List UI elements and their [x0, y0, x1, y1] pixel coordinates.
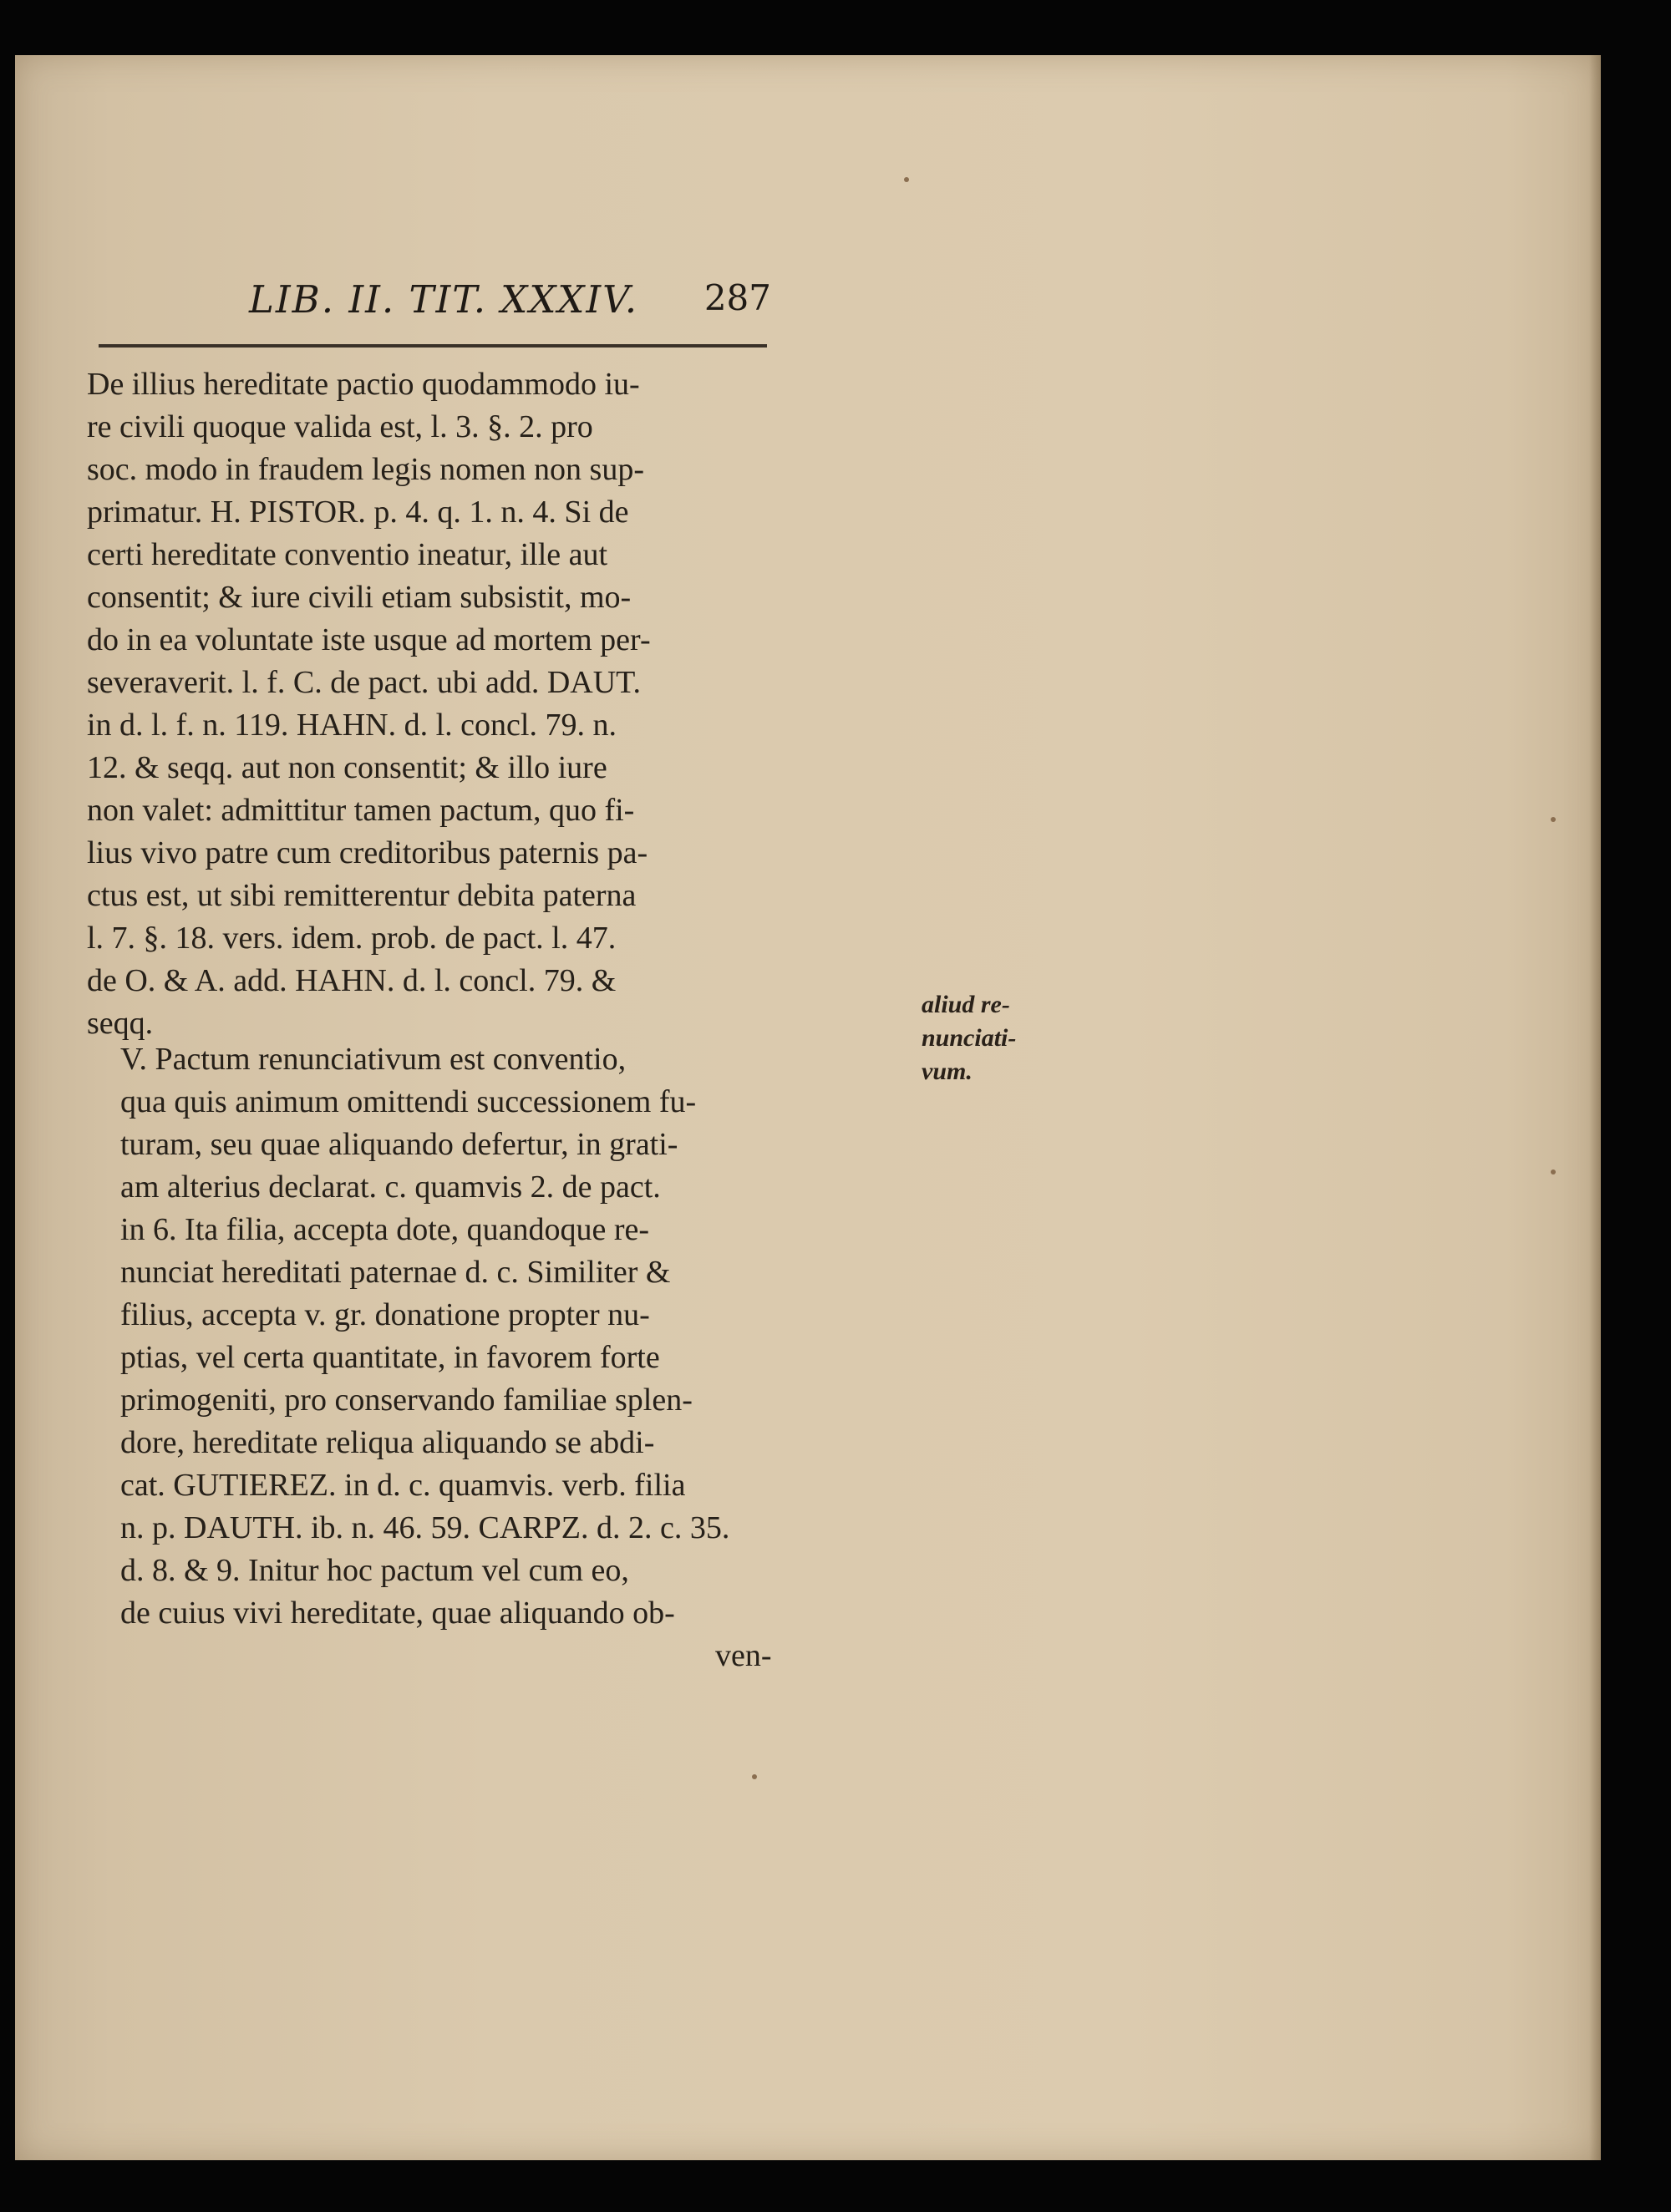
text-line: V. Pactum renunciativum est conventio,: [120, 1042, 627, 1077]
text-line: de cuius vivi hereditate, quae aliquando ob-: [120, 1596, 675, 1631]
text-line: in d. l. f. n. 119. HAHN. d. l. concl. 79. n.: [87, 708, 617, 743]
text-line: seqq.: [87, 1006, 154, 1041]
text-line: severaverit. l. f. C. de pact. ubi add. DAUT.: [87, 665, 642, 700]
text-line: primogeniti, pro conservando familiae splen-: [120, 1382, 693, 1418]
text-line: in 6. Ita filia, accepta dote, quandoque re-: [120, 1212, 650, 1247]
text-line: nunciat hereditati paternae d. c. Similiter &: [120, 1255, 671, 1290]
paper-speck: [904, 177, 909, 182]
book-page: [15, 55, 1601, 2160]
margin-note-line: aliud re-: [922, 991, 1010, 1018]
page-number: 287: [703, 277, 771, 318]
text-line: filius, accepta v. gr. donatione propter nu-: [120, 1297, 650, 1332]
margin-note-line: vum.: [922, 1058, 973, 1085]
paper-speck: [1551, 817, 1556, 822]
running-head-title: LIB. II. TIT. XXXIV.: [249, 277, 639, 322]
paper-speck: [752, 1774, 757, 1779]
text-line: dore, hereditate reliqua aliquando se abdi-: [120, 1425, 655, 1460]
text-line: 12. & seqq. aut non consentit; & illo iure: [87, 750, 607, 785]
text-line: De illius hereditate pactio quodammodo iu-: [87, 367, 640, 402]
text-line: n. p. DAUTH. ib. n. 46. 59. CARPZ. d. 2. c. 35.: [120, 1510, 730, 1545]
text-line: certi hereditate conventio ineatur, ille aut: [87, 537, 608, 572]
body-text: [15, 55, 1601, 2160]
text-line: de O. & A. add. HAHN. d. l. concl. 79. &: [87, 963, 617, 998]
catchword: ven-: [715, 1638, 772, 1673]
text-line: qua quis animum omittendi successionem fu-: [120, 1084, 697, 1119]
text-line: l. 7. §. 18. vers. idem. prob. de pact. l. 47.: [87, 921, 617, 956]
text-line: non valet: admittitur tamen pactum, quo fi-: [87, 793, 635, 828]
margin-note-line: nunciati-: [922, 1024, 1017, 1052]
text-line: am alterius declarat. c. quamvis 2. de pact.: [120, 1169, 661, 1205]
text-line: cat. GUTIEREZ. in d. c. quamvis. verb. filia: [120, 1468, 686, 1503]
text-line: primatur. H. PISTOR. p. 4. q. 1. n. 4. Si de: [87, 495, 629, 530]
text-line: ptias, vel certa quantitate, in favorem forte: [120, 1340, 660, 1375]
text-line: re civili quoque valida est, l. 3. §. 2. pro: [87, 409, 593, 444]
text-line: turam, seu quae aliquando defertur, in grati-: [120, 1127, 678, 1162]
text-line: lius vivo patre cum creditoribus paternis pa-: [87, 835, 648, 870]
text-line: do in ea voluntate iste usque ad mortem per-: [87, 622, 651, 657]
margin-note: [922, 991, 1022, 1099]
text-line: d. 8. & 9. Initur hoc pactum vel cum eo,: [120, 1553, 629, 1588]
text-line: ctus est, ut sibi remitterentur debita paterna: [87, 878, 637, 913]
paper-speck: [1551, 1169, 1556, 1174]
text-line: soc. modo in fraudem legis nomen non sup-: [87, 452, 645, 487]
text-line: consentit; & iure civili etiam subsistit, mo-: [87, 580, 632, 615]
